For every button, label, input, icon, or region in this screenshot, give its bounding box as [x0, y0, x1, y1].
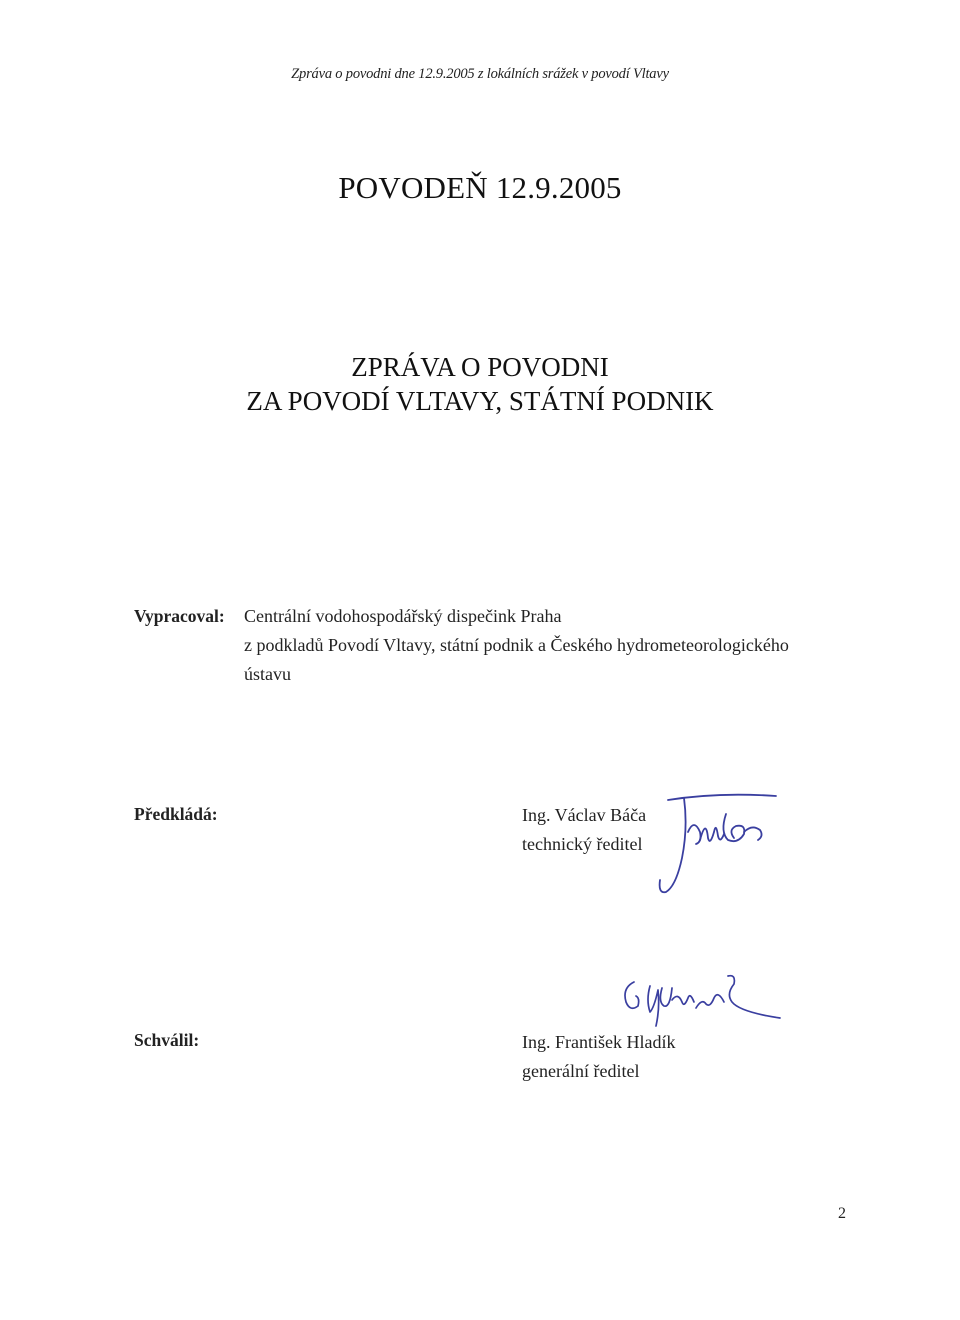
approved-by-name: Ing. František Hladík: [522, 1032, 676, 1052]
page-number: 2: [838, 1205, 846, 1222]
approved-by-block: [522, 1028, 675, 1086]
report-title-line-1: ZPRÁVA O POVODNI: [351, 352, 609, 382]
submitted-by-name: Ing. Václav Báča: [522, 805, 647, 825]
prepared-by-line-3: ústavu: [244, 664, 291, 684]
approved-by-role: generální ředitel: [522, 1061, 640, 1081]
submitted-by-block: [522, 801, 646, 859]
prepared-by-line-1: Centrální vodohospodářský dispečink Praha: [244, 606, 562, 626]
submitted-by-label: Předkládá:: [134, 804, 218, 824]
prepared-by-label: Vypracoval:: [134, 606, 225, 626]
report-title: [0, 350, 960, 418]
running-header: Zpráva o povodni dne 12.9.2005 z lokálních srážek v povodí Vltavy: [291, 66, 669, 82]
prepared-by-line-2: z podkladů Povodí Vltavy, státní podnik a Českého hydrometeorologického: [244, 635, 789, 655]
signature-baca: [648, 788, 788, 898]
report-title-line-2: ZA POVODÍ VLTAVY, STÁTNÍ PODNIK: [246, 386, 714, 416]
approved-by-label: Schválil:: [134, 1030, 200, 1050]
prepared-by-text: [244, 602, 844, 689]
submitted-by-role: technický ředitel: [522, 834, 643, 854]
main-title: POVODEŇ 12.9.2005: [338, 170, 622, 205]
